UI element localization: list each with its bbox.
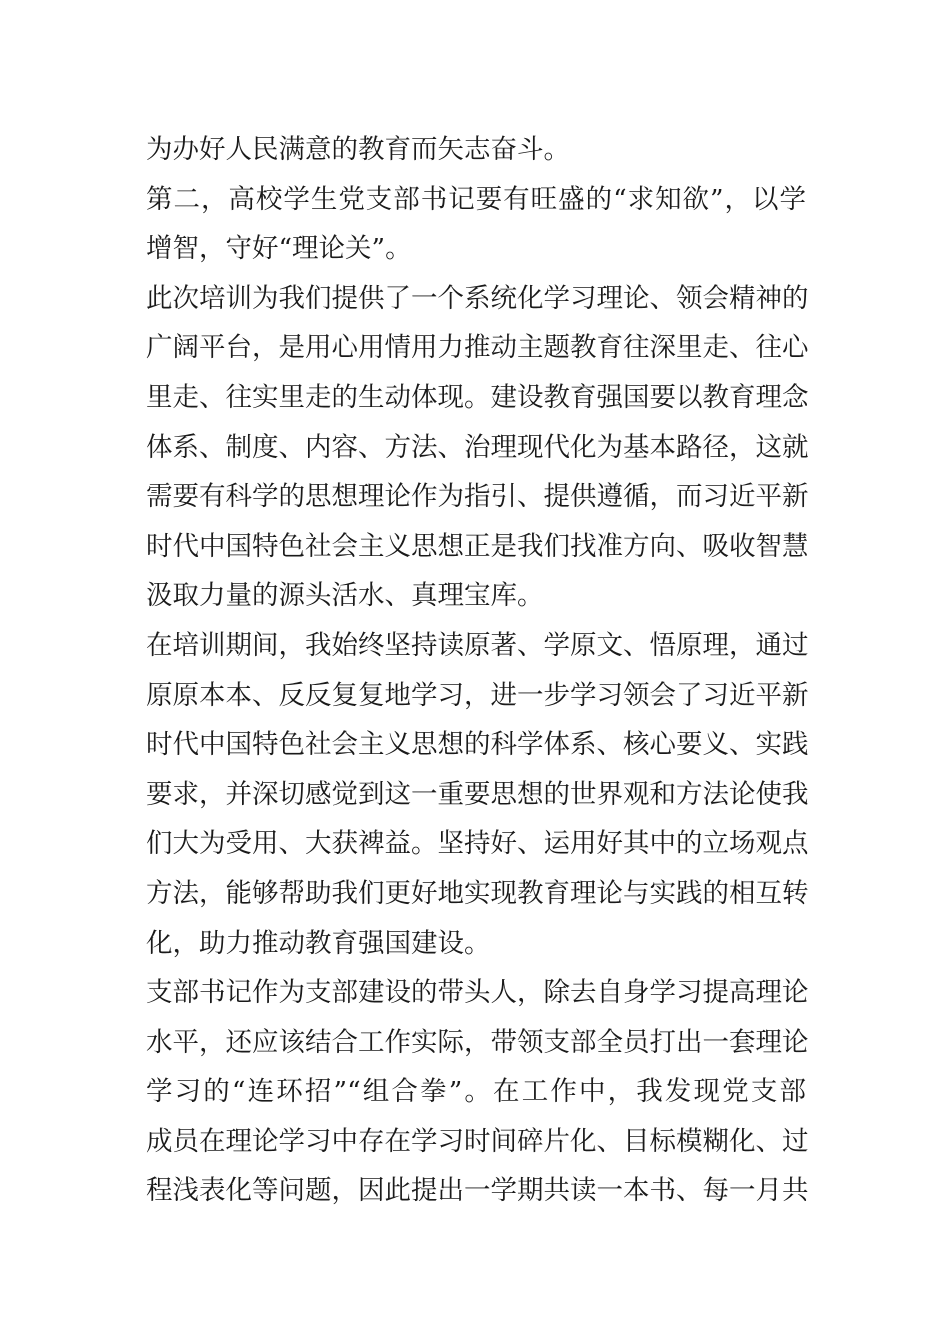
text-line: 为办好人民满意的教育而矢志奋斗。 <box>146 134 570 165</box>
text-line: 增智，守好“理论关”。 <box>146 233 412 265</box>
text-line: 学习的“连环招”“组合拳”。在工作中，我发现党支部 <box>146 1076 806 1108</box>
text-line: 广阔平台，是用心用情用力推动主题教育往深里走、往心 <box>146 332 809 364</box>
text-line: 支部书记作为支部建设的带头人，除去自身学习提高理论 <box>146 977 809 1009</box>
paragraph-1 <box>146 125 806 175</box>
text-line: 们大为受用、大获裨益。坚持好、运用好其中的立场观点 <box>146 828 809 860</box>
paragraph-5 <box>146 968 809 1216</box>
text-line: 在培训期间，我始终坚持读原著、学原文、悟原理，通过 <box>146 629 809 661</box>
text-line: 水平，还应该结合工作实际，带领支部全员打出一套理论 <box>146 1026 809 1058</box>
text-line: 里走、往实里走的生动体现。建设教育强国要以教育理念 <box>146 381 809 413</box>
text-line: 第二，高校学生党支部书记要有旺盛的“求知欲”，以学 <box>146 183 806 215</box>
paragraph-3 <box>146 274 809 621</box>
paragraph-2 <box>146 175 806 274</box>
text-line: 化，助力推动教育强国建设。 <box>146 927 491 959</box>
text-line: 体系、制度、内容、方法、治理现代化为基本路径，这就 <box>146 431 809 463</box>
paragraph-4 <box>146 621 809 968</box>
text-line: 成员在理论学习中存在学习时间碎片化、目标模糊化、过 <box>146 1125 809 1157</box>
text-line: 方法，能够帮助我们更好地实现教育理论与实践的相互转 <box>146 877 809 909</box>
text-line: 要求，并深切感觉到这一重要思想的世界观和方法论使我 <box>146 778 809 810</box>
text-line: 汲取力量的源头活水、真理宝库。 <box>146 580 544 612</box>
document-body <box>146 125 809 1216</box>
text-line: 需要有科学的思想理论作为指引、提供遵循，而习近平新 <box>146 481 809 513</box>
text-line: 程浅表化等问题，因此提出一学期共读一本书、每一月共 <box>146 1175 809 1207</box>
text-line: 时代中国特色社会主义思想正是我们找准方向、吸收智慧 <box>146 530 809 562</box>
text-line: 此次培训为我们提供了一个系统化学习理论、领会精神的 <box>146 282 809 314</box>
text-line: 时代中国特色社会主义思想的科学体系、核心要义、实践 <box>146 729 809 761</box>
text-line: 原原本本、反反复复地学习，进一步学习领会了习近平新 <box>146 679 809 711</box>
